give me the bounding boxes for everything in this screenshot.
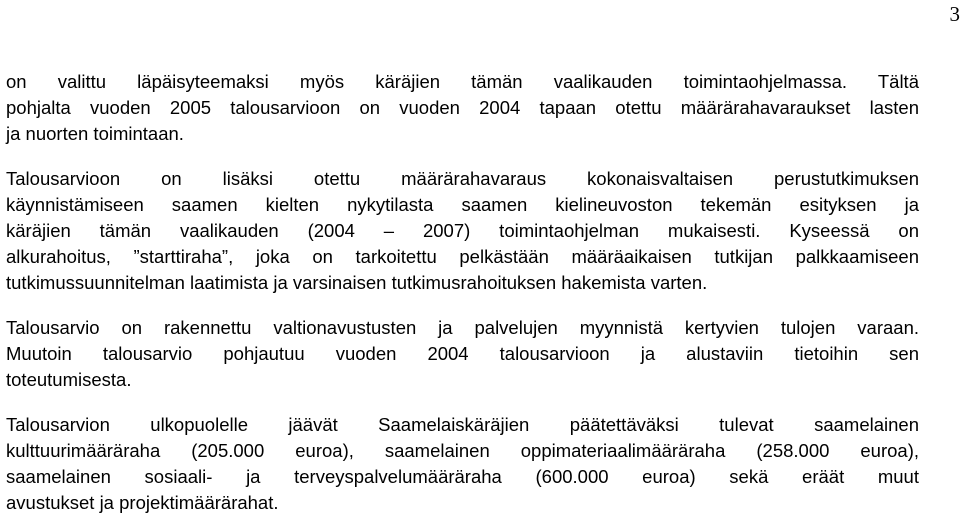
paragraph-youth-activities	[6, 69, 919, 147]
text-line: saamelainen sosiaali- ja terveyspalvelumääräraha (600.000 euroa) sekä eräät muut	[6, 466, 919, 487]
document-body	[6, 69, 919, 516]
text-line: Talousarvio on rakennettu valtionavustusten ja palvelujen myynnistä kertyvien tulojen varaan.	[6, 317, 919, 338]
text-line: avustukset ja projektimäärärahat.	[6, 492, 279, 513]
text-line: on valittu läpäisyteemaksi myös käräjien tämän vaalikauden toimintaohjelmassa. Tältä	[6, 71, 919, 92]
text-line: kulttuurimääräraha (205.000 euroa), saamelainen oppimateriaalimääräraha (258.000 euroa),	[6, 440, 919, 461]
text-line: käräjien tämän vaalikauden (2004 – 2007) toimintaohjelman mukaisesti. Kyseessä on	[6, 220, 919, 241]
paragraph-budget-basis	[6, 315, 919, 393]
text-line: käynnistämiseen saamen kielten nykytilasta saamen kielineuvoston tekemän esityksen ja	[6, 194, 919, 215]
text-line: ja nuorten toimintaan.	[6, 123, 184, 144]
text-line: toteutumisesta.	[6, 369, 132, 390]
text-line: tutkimussuunnitelman laatimista ja varsinaisen tutkimusrahoituksen hakemista varten.	[6, 272, 708, 293]
text-line: pohjalta vuoden 2005 talousarvioon on vuoden 2004 tapaan otettu määrärahavaraukset lasten	[6, 97, 919, 118]
paragraph-research-appropriation	[6, 166, 919, 296]
text-line: Talousarvioon on lisäksi otettu määrärahavaraus kokonaisvaltaisen perustutkimuksen	[6, 168, 919, 189]
text-line: Talousarvion ulkopuolelle jäävät Saamelaiskäräjien päätettäväksi tulevat saamelainen	[6, 414, 919, 435]
text-line: Muutoin talousarvio pohjautuu vuoden 2004 talousarvioon ja alustaviin tietoihin sen	[6, 343, 919, 364]
text-line: alkurahoitus, ”starttiraha”, joka on tarkoitettu pelkästään määräaikaisen tutkijan palkkaamiseen	[6, 246, 919, 267]
paragraph-excluded-appropriations	[6, 412, 919, 516]
page-number: 3	[949, 2, 960, 26]
